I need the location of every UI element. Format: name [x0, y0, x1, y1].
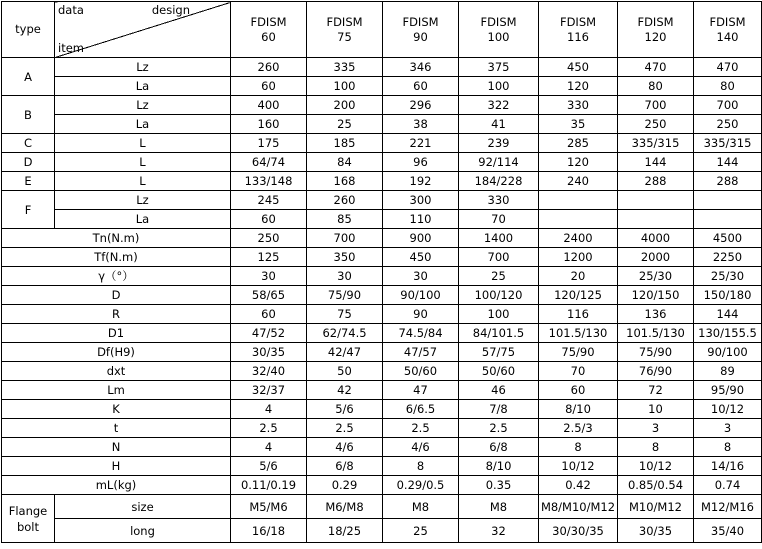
value-cell: 10/12 — [694, 400, 762, 419]
param-cell: Lz — [55, 58, 231, 77]
value-cell — [694, 210, 762, 229]
value-cell: 47/52 — [231, 324, 307, 343]
flange-label-line2: bolt — [16, 519, 40, 534]
param-cell: La — [55, 77, 231, 96]
value-cell: 32/37 — [231, 381, 307, 400]
value-cell: 470 — [694, 58, 762, 77]
value-cell: 0.35 — [459, 476, 539, 495]
value-cell: 35 — [539, 115, 618, 134]
value-cell: 30/35 — [618, 519, 694, 543]
table-row — [2, 400, 762, 419]
value-cell: 72 — [618, 381, 694, 400]
value-cell: 84 — [307, 153, 383, 172]
value-cell: 58/65 — [231, 286, 307, 305]
value-cell: 6/8 — [459, 438, 539, 457]
value-cell: 47 — [383, 381, 459, 400]
value-cell — [539, 191, 618, 210]
model-size: 116 — [567, 29, 589, 44]
spec-label-cell: dxt — [2, 362, 231, 381]
spec-table — [1, 1, 762, 543]
value-cell: 250 — [694, 115, 762, 134]
model-name: FDISM — [637, 14, 674, 29]
table-row — [2, 248, 762, 267]
value-cell: 144 — [694, 305, 762, 324]
value-cell: 144 — [618, 153, 694, 172]
value-cell: 35/40 — [694, 519, 762, 543]
value-cell: 3 — [694, 419, 762, 438]
value-cell: 100 — [307, 77, 383, 96]
table-row — [2, 495, 762, 519]
value-cell: 57/75 — [459, 343, 539, 362]
value-cell: 120 — [539, 77, 618, 96]
value-cell: 20 — [539, 267, 618, 286]
value-cell: 4000 — [618, 229, 694, 248]
value-cell: 330 — [539, 96, 618, 115]
spec-label-cell: mL(kg) — [2, 476, 231, 495]
value-cell: 239 — [459, 134, 539, 153]
table-row — [2, 191, 762, 210]
value-cell: 4/6 — [383, 438, 459, 457]
value-cell: 25/30 — [694, 267, 762, 286]
value-cell: 185 — [307, 134, 383, 153]
value-cell: 5/6 — [231, 457, 307, 476]
value-cell: 14/16 — [694, 457, 762, 476]
model-name: FDISM — [559, 14, 597, 29]
table-row — [2, 77, 762, 96]
value-cell: 150/180 — [694, 286, 762, 305]
value-cell: 900 — [383, 229, 459, 248]
value-cell: 25 — [383, 519, 459, 543]
model-size: 140 — [716, 29, 739, 44]
diag-item-label: item — [58, 41, 84, 55]
spec-label-cell: D1 — [2, 324, 231, 343]
value-cell: 4 — [231, 400, 307, 419]
value-cell: 450 — [539, 58, 618, 77]
model-header — [307, 2, 383, 58]
value-cell: 250 — [231, 229, 307, 248]
value-cell: 260 — [231, 58, 307, 77]
param-cell: Lz — [55, 96, 231, 115]
value-cell: 450 — [383, 248, 459, 267]
value-cell: 2.5/3 — [539, 419, 618, 438]
value-cell: 80 — [694, 77, 762, 96]
value-cell: 1200 — [539, 248, 618, 267]
spec-label-cell: D — [2, 286, 231, 305]
value-cell: 168 — [307, 172, 383, 191]
value-cell: 288 — [694, 172, 762, 191]
value-cell: 50/60 — [459, 362, 539, 381]
value-cell: 10/12 — [539, 457, 618, 476]
param-cell: long — [55, 519, 231, 543]
value-cell: 64/74 — [231, 153, 307, 172]
value-cell: 2.5 — [307, 419, 383, 438]
value-cell: 84/101.5 — [459, 324, 539, 343]
value-cell: 30/35 — [231, 343, 307, 362]
value-cell: 335/315 — [618, 134, 694, 153]
value-cell: 30 — [307, 267, 383, 286]
value-cell — [618, 191, 694, 210]
value-cell: 335 — [307, 58, 383, 77]
value-cell: 0.11/0.19 — [231, 476, 307, 495]
value-cell: 10/12 — [618, 457, 694, 476]
model-size: 90 — [413, 29, 428, 44]
value-cell: 184/228 — [459, 172, 539, 191]
value-cell: 75/90 — [307, 286, 383, 305]
value-cell: 285 — [539, 134, 618, 153]
value-cell: 200 — [307, 96, 383, 115]
value-cell — [539, 210, 618, 229]
value-cell: 74.5/84 — [383, 324, 459, 343]
flange-bolt-cell — [2, 495, 55, 543]
param-cell: size — [55, 495, 231, 519]
model-size: 75 — [337, 29, 352, 44]
value-cell: 75 — [307, 305, 383, 324]
value-cell: 700 — [307, 229, 383, 248]
value-cell: 30 — [231, 267, 307, 286]
value-cell: 92/114 — [459, 153, 539, 172]
model-header — [539, 2, 618, 58]
value-cell: 70 — [459, 210, 539, 229]
type-cell: A — [2, 58, 55, 96]
value-cell: 8/10 — [459, 457, 539, 476]
value-cell: 4/6 — [307, 438, 383, 457]
type-cell: D — [2, 153, 55, 172]
value-cell: 2250 — [694, 248, 762, 267]
table-row — [2, 519, 762, 543]
value-cell: 2000 — [618, 248, 694, 267]
value-cell: 25 — [307, 115, 383, 134]
value-cell: 2400 — [539, 229, 618, 248]
value-cell: 700 — [694, 96, 762, 115]
value-cell: 60 — [383, 77, 459, 96]
value-cell: 322 — [459, 96, 539, 115]
value-cell: 296 — [383, 96, 459, 115]
value-cell: 101.5/130 — [539, 324, 618, 343]
value-cell: 8 — [694, 438, 762, 457]
param-cell: L — [55, 153, 231, 172]
model-header — [231, 2, 307, 58]
value-cell: 25 — [459, 267, 539, 286]
value-cell: 350 — [307, 248, 383, 267]
diagonal-header-cell — [55, 2, 231, 58]
value-cell: 240 — [539, 172, 618, 191]
value-cell: 4 — [231, 438, 307, 457]
value-cell: 8 — [383, 457, 459, 476]
table-row — [2, 210, 762, 229]
value-cell: 6/8 — [307, 457, 383, 476]
value-cell: 16/18 — [231, 519, 307, 543]
value-cell: 2.5 — [459, 419, 539, 438]
value-cell: 192 — [383, 172, 459, 191]
value-cell: 30/30/35 — [539, 519, 618, 543]
value-cell: 101.5/130 — [618, 324, 694, 343]
value-cell: 8/10 — [539, 400, 618, 419]
spec-label-cell: R — [2, 305, 231, 324]
header-row — [2, 2, 762, 58]
spec-label-cell: Lm — [2, 381, 231, 400]
value-cell: 175 — [231, 134, 307, 153]
param-cell: Lz — [55, 191, 231, 210]
value-cell: 90/100 — [694, 343, 762, 362]
value-cell: 30 — [383, 267, 459, 286]
value-cell: 1400 — [459, 229, 539, 248]
model-header — [383, 2, 459, 58]
flange-label-line1: Flange — [8, 503, 48, 518]
value-cell: 8 — [618, 438, 694, 457]
type-header: type — [2, 2, 55, 58]
table-row — [2, 438, 762, 457]
value-cell: 60 — [231, 305, 307, 324]
value-cell: 50 — [307, 362, 383, 381]
value-cell: 95/90 — [694, 381, 762, 400]
value-cell: 133/148 — [231, 172, 307, 191]
value-cell: 10 — [618, 400, 694, 419]
value-cell: 8 — [539, 438, 618, 457]
value-cell: 70 — [539, 362, 618, 381]
value-cell: 76/90 — [618, 362, 694, 381]
spec-label-cell: H — [2, 457, 231, 476]
value-cell: 90/100 — [383, 286, 459, 305]
value-cell: 700 — [618, 96, 694, 115]
value-cell: 375 — [459, 58, 539, 77]
table-row — [2, 343, 762, 362]
model-header — [459, 2, 539, 58]
value-cell: 18/25 — [307, 519, 383, 543]
value-cell: 32/40 — [231, 362, 307, 381]
value-cell: 46 — [459, 381, 539, 400]
table-row — [2, 134, 762, 153]
value-cell: 125 — [231, 248, 307, 267]
param-cell: La — [55, 115, 231, 134]
value-cell: 120 — [539, 153, 618, 172]
type-cell: E — [2, 172, 55, 191]
value-cell: 470 — [618, 58, 694, 77]
value-cell: 41 — [459, 115, 539, 134]
param-cell: La — [55, 210, 231, 229]
value-cell: 2.5 — [383, 419, 459, 438]
param-cell: L — [55, 134, 231, 153]
value-cell: 60 — [539, 381, 618, 400]
value-cell: 6/6.5 — [383, 400, 459, 419]
param-cell: L — [55, 172, 231, 191]
value-cell: 62/74.5 — [307, 324, 383, 343]
model-size: 100 — [487, 29, 510, 44]
model-name: FDISM — [250, 14, 287, 29]
value-cell: M8/M10/M12 — [539, 495, 618, 519]
type-cell: B — [2, 96, 55, 134]
value-cell: 7/8 — [459, 400, 539, 419]
value-cell: 100 — [459, 77, 539, 96]
table-row — [2, 58, 762, 77]
value-cell: 0.29 — [307, 476, 383, 495]
value-cell: 75/90 — [618, 343, 694, 362]
value-cell: 42/47 — [307, 343, 383, 362]
value-cell: 700 — [459, 248, 539, 267]
diag-data-label: data — [58, 3, 84, 17]
model-header — [618, 2, 694, 58]
type-cell: F — [2, 191, 55, 229]
value-cell: 221 — [383, 134, 459, 153]
value-cell: 245 — [231, 191, 307, 210]
table-row — [2, 305, 762, 324]
table-row — [2, 172, 762, 191]
model-name: FDISM — [402, 14, 439, 29]
value-cell: 42 — [307, 381, 383, 400]
spec-label-cell: t — [2, 419, 231, 438]
value-cell: 85 — [307, 210, 383, 229]
value-cell: 130/155.5 — [694, 324, 762, 343]
spec-label-cell: Tf(N.m) — [2, 248, 231, 267]
value-cell — [694, 191, 762, 210]
model-name: FDISM — [326, 14, 363, 29]
model-header — [694, 2, 762, 58]
value-cell: 330 — [459, 191, 539, 210]
value-cell: 0.29/0.5 — [383, 476, 459, 495]
value-cell: 116 — [539, 305, 618, 324]
value-cell: 0.42 — [539, 476, 618, 495]
value-cell: 110 — [383, 210, 459, 229]
model-size: 60 — [261, 29, 276, 44]
value-cell: 400 — [231, 96, 307, 115]
value-cell: 25/30 — [618, 267, 694, 286]
value-cell: 75/90 — [539, 343, 618, 362]
value-cell: 0.85/0.54 — [618, 476, 694, 495]
value-cell: 89 — [694, 362, 762, 381]
value-cell: 32 — [459, 519, 539, 543]
table-row — [2, 419, 762, 438]
spec-label-cell: K — [2, 400, 231, 419]
value-cell: 335/315 — [694, 134, 762, 153]
value-cell: 144 — [694, 153, 762, 172]
value-cell: 96 — [383, 153, 459, 172]
value-cell: M8 — [383, 495, 459, 519]
value-cell: 120/125 — [539, 286, 618, 305]
value-cell: 60 — [231, 210, 307, 229]
value-cell: 90 — [383, 305, 459, 324]
table-row — [2, 96, 762, 115]
spec-label-cell: Df(H9) — [2, 343, 231, 362]
value-cell: 0.74 — [694, 476, 762, 495]
table-row — [2, 362, 762, 381]
value-cell: 100 — [459, 305, 539, 324]
value-cell: 160 — [231, 115, 307, 134]
value-cell: M10/M12 — [618, 495, 694, 519]
model-size: 120 — [644, 29, 667, 44]
value-cell: 346 — [383, 58, 459, 77]
table-row — [2, 229, 762, 248]
value-cell: 50/60 — [383, 362, 459, 381]
table-row — [2, 286, 762, 305]
value-cell: 250 — [618, 115, 694, 134]
spec-label-cell: Tn(N.m) — [2, 229, 231, 248]
value-cell: M5/M6 — [231, 495, 307, 519]
model-name: FDISM — [480, 14, 517, 29]
value-cell: 80 — [618, 77, 694, 96]
value-cell: 3 — [618, 419, 694, 438]
value-cell: 60 — [231, 77, 307, 96]
value-cell: 120/150 — [618, 286, 694, 305]
value-cell: 300 — [383, 191, 459, 210]
type-cell: C — [2, 134, 55, 153]
value-cell: M8 — [459, 495, 539, 519]
value-cell: 5/6 — [307, 400, 383, 419]
table-row — [2, 476, 762, 495]
value-cell: 47/57 — [383, 343, 459, 362]
table-row — [2, 115, 762, 134]
value-cell — [618, 210, 694, 229]
value-cell: 4500 — [694, 229, 762, 248]
value-cell: 38 — [383, 115, 459, 134]
model-name: FDISM — [709, 14, 746, 29]
table-row — [2, 381, 762, 400]
value-cell: 2.5 — [231, 419, 307, 438]
value-cell: 100/120 — [459, 286, 539, 305]
spec-label-cell: γ（°） — [2, 267, 231, 286]
value-cell: 288 — [618, 172, 694, 191]
spec-label-cell: N — [2, 438, 231, 457]
value-cell: 136 — [618, 305, 694, 324]
table-row — [2, 324, 762, 343]
value-cell: M12/M16 — [694, 495, 762, 519]
table-row — [2, 267, 762, 286]
value-cell: 260 — [307, 191, 383, 210]
value-cell: M6/M8 — [307, 495, 383, 519]
table-row — [2, 457, 762, 476]
table-row — [2, 153, 762, 172]
diag-design-label: design — [151, 3, 190, 17]
